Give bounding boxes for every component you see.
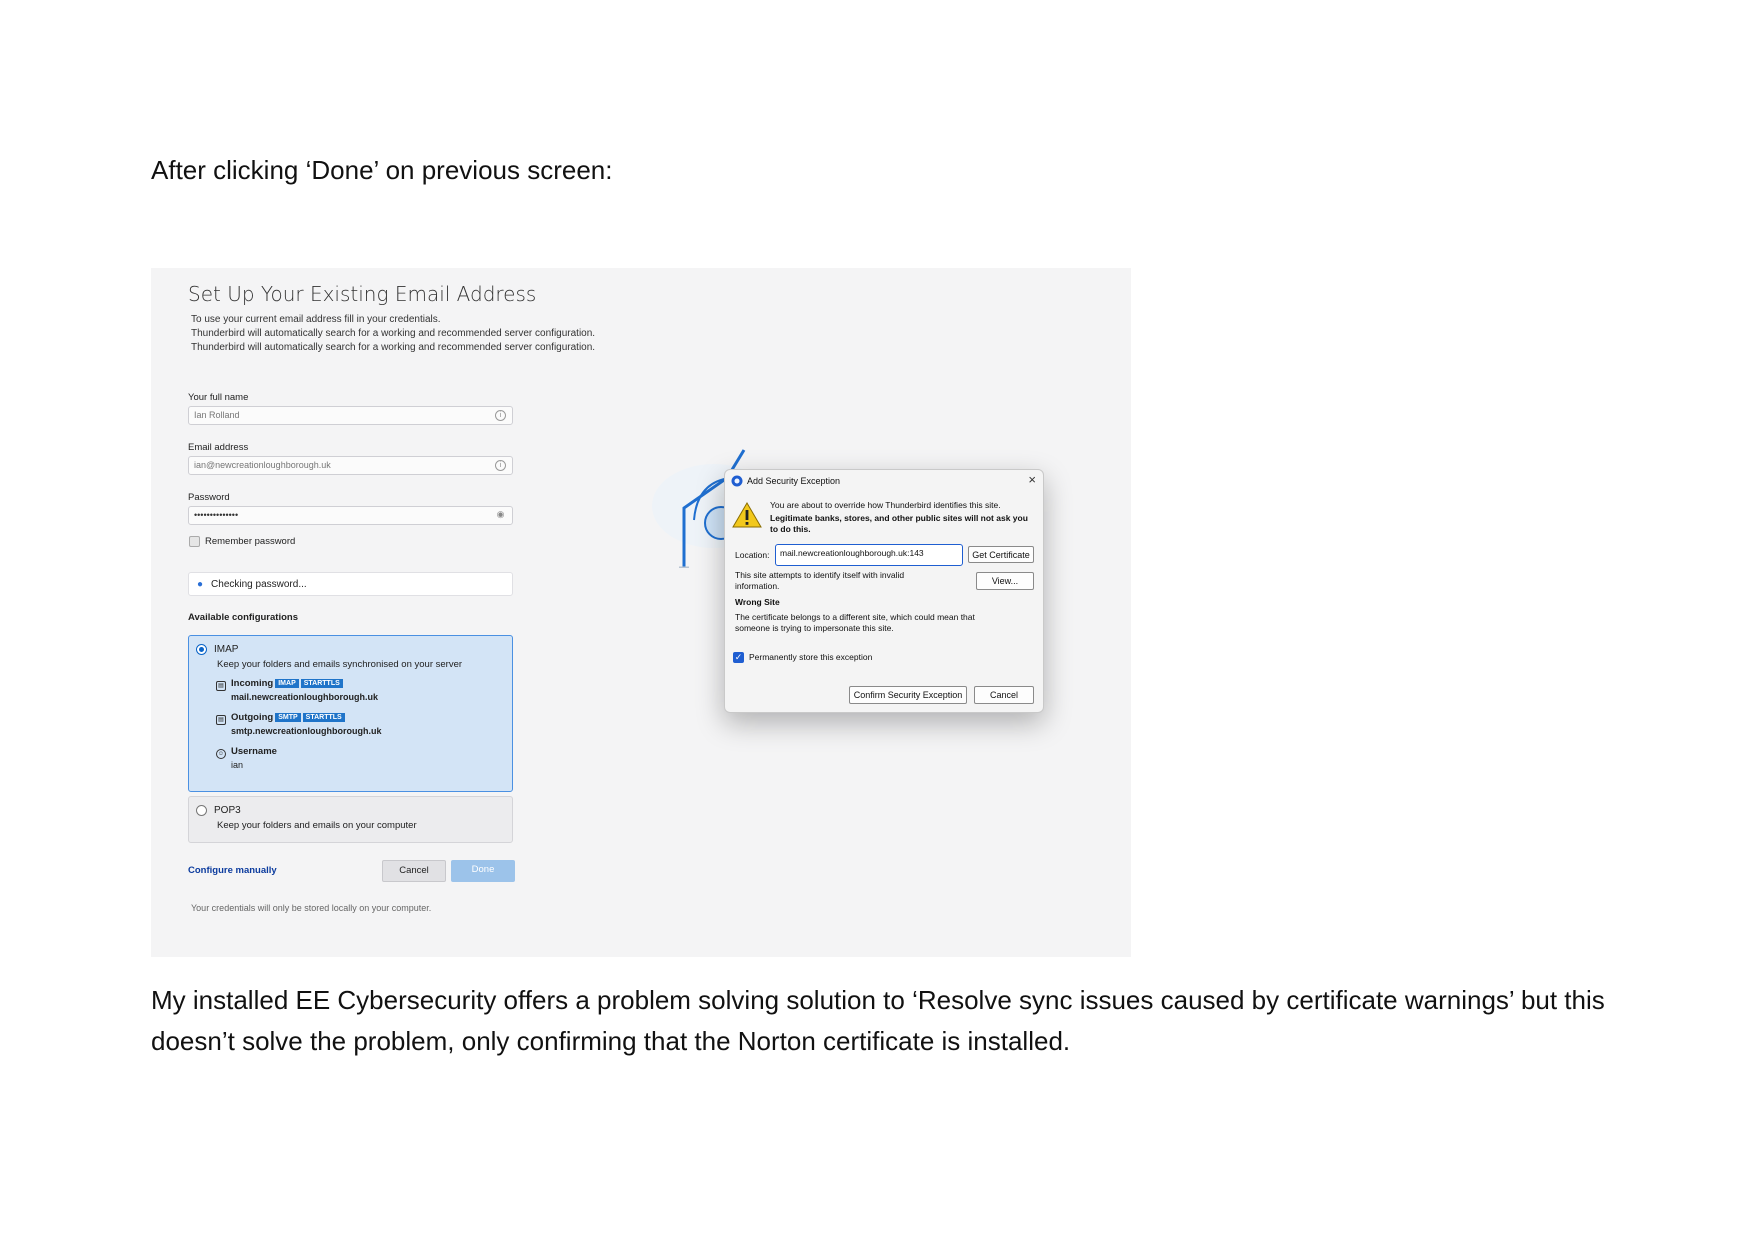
full-name-label: Your full name bbox=[188, 392, 249, 403]
pop3-radio[interactable] bbox=[196, 805, 207, 816]
username-value: ian bbox=[231, 760, 244, 770]
thunderbird-icon bbox=[731, 475, 743, 487]
eye-icon[interactable]: ◉ bbox=[496, 509, 505, 519]
outro-paragraph: My installed EE Cybersecurity offers a problem solving solution to ‘Resolve sync issues caused by certificate warnings’ but this doesn’t solve the problem, only confirming that the Norton certificate is installed. bbox=[151, 985, 1605, 1056]
done-button[interactable]: Done bbox=[451, 860, 515, 882]
incoming-row bbox=[216, 678, 343, 691]
dialog-warning: Legitimate banks, stores, and other public sites will not ask you to do this. bbox=[770, 513, 1028, 534]
password-label: Password bbox=[188, 492, 230, 503]
cancel-button[interactable]: Cancel bbox=[382, 860, 446, 882]
email-field[interactable] bbox=[188, 456, 513, 475]
user-icon: ☺ bbox=[217, 751, 225, 757]
username-label: Username bbox=[231, 746, 277, 757]
close-icon[interactable]: × bbox=[1028, 472, 1036, 487]
dialog-message: You are about to override how Thunderbird identifies this site. bbox=[770, 500, 1001, 510]
setup-intro-line-2: Thunderbird will automatically search for a working and recommended server configuration. bbox=[191, 328, 596, 339]
intro-paragraph: After clicking ‘Done’ on previous screen: bbox=[151, 155, 613, 185]
location-label: Location: bbox=[735, 550, 770, 560]
pop3-description: Keep your folders and emails on your computer bbox=[217, 820, 417, 831]
confirm-exception-button[interactable]: Confirm Security Exception bbox=[849, 686, 967, 704]
configure-manually-link[interactable]: Configure manually bbox=[188, 865, 277, 876]
email-value: ian@newcreationloughborough.uk bbox=[194, 460, 331, 470]
permanent-checkbox[interactable]: ✓ bbox=[734, 652, 743, 662]
outbox-icon: ▤ bbox=[216, 715, 226, 725]
imap-radio[interactable] bbox=[196, 644, 207, 655]
location-input[interactable]: mail.newcreationloughborough.uk:143 bbox=[775, 544, 963, 566]
remember-label: Remember password bbox=[205, 536, 296, 547]
outgoing-badge-protocol: SMTP bbox=[275, 713, 300, 722]
info-icon: i bbox=[495, 460, 506, 471]
full-name-field[interactable] bbox=[188, 406, 513, 425]
incoming-label: Incoming bbox=[231, 678, 274, 689]
outgoing-badge-security: STARTTLS bbox=[303, 713, 345, 722]
email-label: Email address bbox=[188, 442, 249, 453]
full-name-value: Ian Rolland bbox=[194, 410, 240, 420]
imap-option[interactable] bbox=[188, 635, 513, 792]
imap-name: IMAP bbox=[214, 644, 239, 655]
status-text: Checking password... bbox=[211, 579, 307, 590]
username-row bbox=[216, 746, 277, 759]
warning-icon bbox=[732, 502, 762, 528]
get-certificate-button[interactable]: Get Certificate bbox=[968, 546, 1034, 563]
view-button[interactable]: View... bbox=[976, 572, 1034, 590]
footer-note: Your credentials will only be stored locally on your computer. bbox=[191, 903, 432, 913]
outgoing-row bbox=[216, 712, 345, 725]
wrong-site-heading: Wrong Site bbox=[735, 597, 780, 607]
pop3-name: POP3 bbox=[214, 805, 241, 816]
wrong-site-text: The certificate belongs to a different site, which could mean that someone is trying to impersonate this site. bbox=[735, 612, 975, 633]
remember-checkbox[interactable] bbox=[189, 536, 200, 547]
permanent-label: Permanently store this exception bbox=[749, 652, 873, 662]
spinner-icon: ● bbox=[197, 579, 204, 590]
pop3-option[interactable] bbox=[188, 796, 513, 843]
outgoing-host: smtp.newcreationloughborough.uk bbox=[231, 726, 382, 736]
incoming-badge-protocol: IMAP bbox=[275, 679, 299, 688]
security-exception-dialog bbox=[724, 469, 1044, 713]
setup-title: Set Up Your Existing Email Address bbox=[188, 282, 537, 306]
incoming-host: mail.newcreationloughborough.uk bbox=[231, 692, 379, 702]
status-bar bbox=[188, 572, 513, 596]
incoming-badge-security: STARTTLS bbox=[301, 679, 343, 688]
setup-intro-line-1: To use your current email address fill in your credentials. bbox=[191, 314, 441, 325]
password-value: •••••••••••••• bbox=[194, 510, 239, 520]
thunderbird-screenshot bbox=[151, 268, 1131, 957]
inbox-icon: ▤ bbox=[216, 681, 226, 691]
info-icon: i bbox=[495, 410, 506, 421]
imap-description: Keep your folders and emails synchronised on your server bbox=[217, 659, 463, 670]
outgoing-label: Outgoing bbox=[231, 712, 274, 723]
setup-intro-line-3: Thunderbird will automatically search for a working and recommended server configuration. bbox=[191, 342, 596, 353]
password-field[interactable] bbox=[188, 506, 513, 525]
available-configurations-label: Available configurations bbox=[188, 612, 298, 623]
dialog-cancel-button[interactable]: Cancel bbox=[974, 686, 1034, 704]
dialog-title: Add Security Exception bbox=[747, 476, 841, 486]
invalid-info-text: This site attempts to identify itself with invalid information. bbox=[735, 570, 905, 591]
